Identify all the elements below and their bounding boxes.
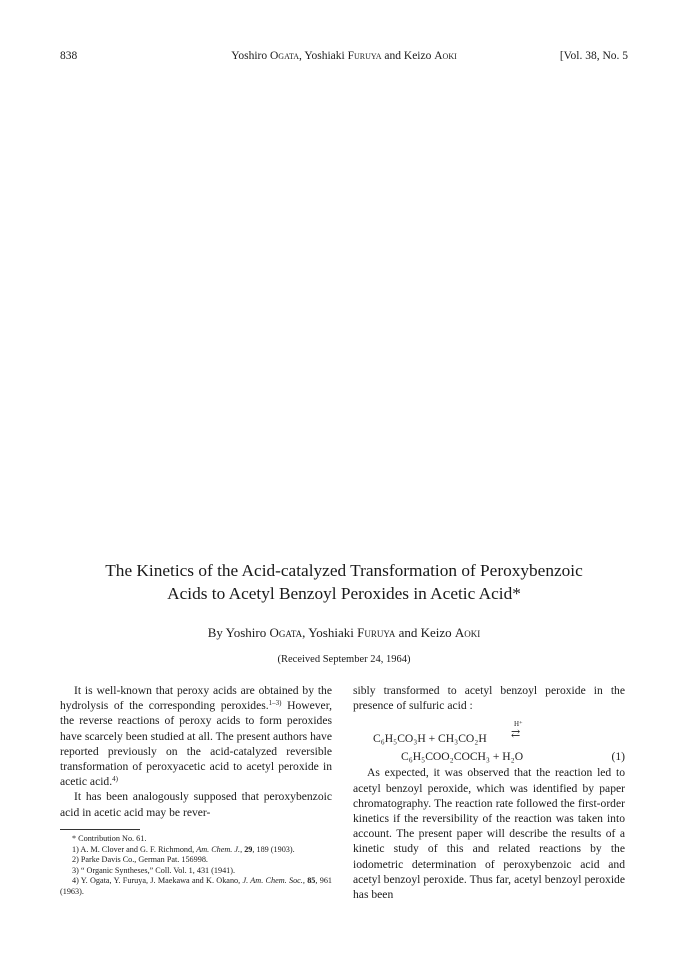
running-authors: Yoshiro Ogata, Yoshiaki Furuya and Keizo Aoki	[231, 50, 457, 62]
equilibrium-arrow: ⇄	[511, 728, 521, 741]
equation-1	[353, 717, 625, 764]
right-column	[353, 683, 625, 902]
second-paragraph: It has been analogously supposed that peroxybenzoic acid in acetic acid may be rever-	[60, 790, 332, 819]
footnote-2: 2) Parke Davis Co., German Pat. 156998.	[72, 855, 208, 865]
article-title: The Kinetics of the Acid-catalyzed Transformation of Peroxybenzoic Acids to Acetyl Benzoyl Peroxides in Acetic Acid*	[105, 561, 583, 603]
volume-info: [Vol. 38, No. 5	[559, 50, 628, 62]
equation-rhs: C₆H₅COO₂COCH₃ + H₂O	[401, 750, 524, 764]
footnote-rule	[60, 829, 140, 830]
byline: By Yoshiro Ogata, Yoshiaki Furuya and Keizo Aoki	[207, 625, 481, 640]
results-paragraph: As expected, it was observed that the reaction led to acetyl benzoyl peroxide, which was identified by paper chromatography. The reaction rate followed the first-order kinetics if the reversibility of the reaction was taken into account. The present paper will describe the results of a kinetic study of this and related reactions by the iodometric determination of peroxybenzoic acid and acetyl benzoyl peroxide. Thus far, acetyl benzoyl peroxide has been	[353, 766, 625, 902]
continuation-paragraph: sibly transformed to acetyl benzoyl peroxide in the presence of sulfuric acid :	[353, 684, 625, 713]
footnote-3: 3) “ Organic Syntheses,” Coll. Vol. 1, 431 (1941).	[72, 865, 236, 875]
footnotes	[60, 834, 332, 898]
intro-paragraph: It is well-known that peroxy acids are obtained by the hydrolysis of the corresponding peroxides.$^{1-3)}$ However, the reverse reactions of peroxy acids to form peroxides have scarcely been studied at all. The present authors have reported previously on the acid-catalyzed reversible transformation of peroxyacetic acid to acetyl peroxide in acetic acid.$^{4)}$	[60, 684, 332, 789]
left-column	[60, 683, 332, 820]
footnote-star: * Contribution No. 61.	[72, 834, 147, 843]
footnote-4: 4) Y. Ogata, Y. Furuya, J. Maekawa and K. Okano, J. Am. Chem. Soc., 85, 961 (1963).	[60, 876, 333, 896]
page-number: 838	[60, 50, 78, 62]
equation-lhs: C₆H₅CO₃H + CH₃CO₂H	[373, 732, 487, 746]
footnote-1: 1) A. M. Clover and G. F. Richmond, Am. Chem. J., 29, 189 (1903).	[72, 844, 295, 854]
received-date: (Received September 24, 1964)	[277, 654, 411, 665]
catalyst-label: H⁺	[514, 720, 523, 729]
running-header	[60, 50, 628, 66]
equation-number: (1)	[611, 750, 625, 764]
